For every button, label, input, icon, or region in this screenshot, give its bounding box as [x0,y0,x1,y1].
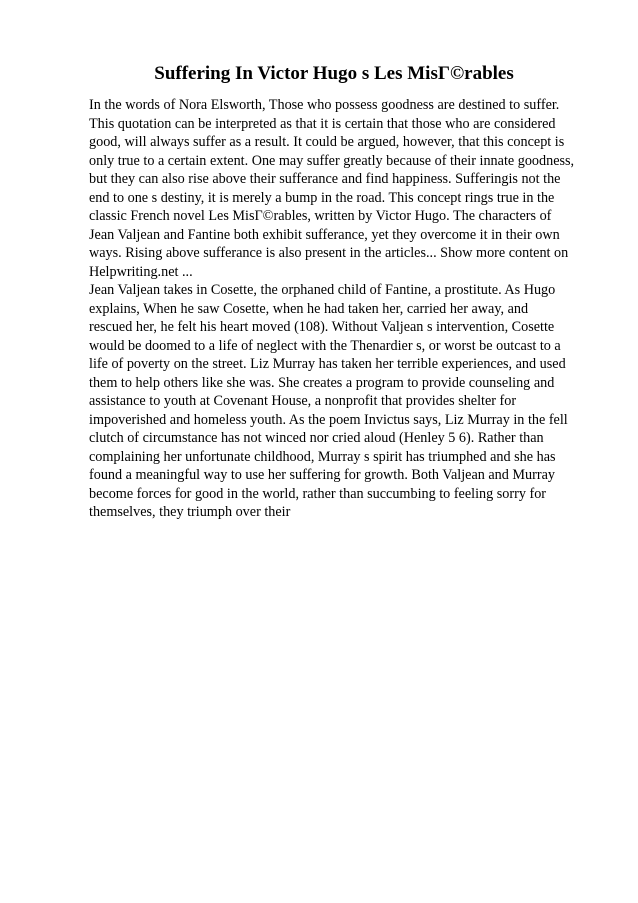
text-line: found a meaningful way to use her suffering for growth. Both Valjean and Murray [89,467,555,483]
text-line: complaining her unfortunate childhood, Murray s spirit has triumphed and she has [89,448,556,465]
text-line: This quotation can be interpreted as that it is certain that those who are considered [89,115,556,132]
text-line: impoverished and homeless youth. As the poem Invictus says, Liz Murray in the fell [89,411,568,428]
text-line: assistance to youth at Covenant House, a nonprofit that provides shelter for [89,393,517,409]
document-title: Suffering In Victor Hugo s Les MisГ©rables [154,63,514,84]
text-line: themselves, they triumph over their [89,504,291,520]
text-line: good, will always suffer as a result. It could be argued, however, that this concept is [89,134,565,150]
document-body [89,96,599,522]
text-line: explains, When he saw Cosette, when he had taken her, carried her away, and [89,300,529,317]
text-line: become forces for good in the world, rather than succumbing to feeling sorry for [89,485,547,502]
text-line: but they can also rise above their sufferance and find happiness. Sufferingis not the [89,171,561,187]
text-line: life of poverty on the street. Liz Murray has taken her terrible experiences, and used [89,356,566,372]
text-line: classic French novel Les MisГ©rables, written by Victor Hugo. The characters of [89,208,552,224]
text-line: Helpwriting.net ... [89,263,193,280]
text-line: would be doomed to a life of neglect with the Thenardier s, or worst be outcast to a [89,337,561,354]
text-line: them to help others like she was. She creates a program to provide counseling and [89,374,555,391]
text-line: clutch of circumstance has not winced nor cried aloud (Henley 5 6). Rather than [89,430,544,446]
text-line: Jean Valjean and Fantine both exhibit sufferance, yet they overcome it in their own [89,226,560,243]
text-line: rescued her, he felt his heart moved (108). Without Valjean s intervention, Cosette [89,319,555,335]
text-line: Jean Valjean takes in Cosette, the orphaned child of Fantine, a prostitute. As Hugo [89,282,556,298]
text-line: only true to a certain extent. One may suffer greatly because of their innate goodness, [89,152,575,169]
text-line: In the words of Nora Elsworth, Those who possess goodness are destined to suffer. [89,97,560,113]
text-line: ways. Rising above sufferance is also present in the articles... Show more content on [89,245,569,261]
text-line: end to one s destiny, it is merely a bump in the road. This concept rings true in the [89,189,555,206]
paragraph-1 [89,96,599,281]
paragraph-2 [89,281,599,522]
